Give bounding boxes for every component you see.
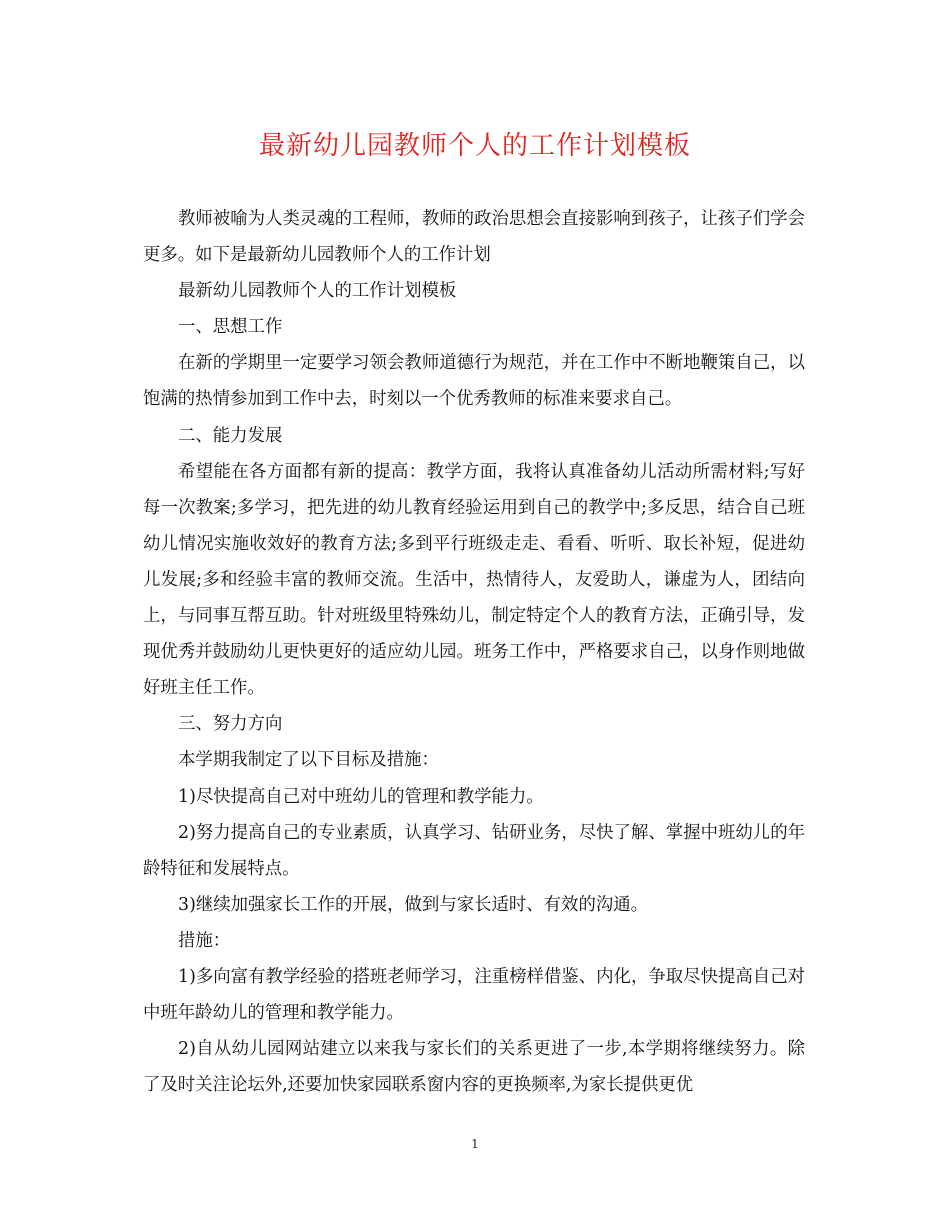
document-body xyxy=(143,201,805,1103)
measure-item-1: 1)多向富有教学经验的搭班老师学习，注重榜样借鉴、内化，争取尽快提高自己对中班年龄幼儿的管理和教学能力。 xyxy=(143,966,805,1024)
goal-item-1: 1)尽快提高自己对中班幼儿的管理和教学能力。 xyxy=(178,786,544,807)
section-heading-2: 二、能力发展 xyxy=(178,425,283,446)
section-2-paragraph: 希望能在各方面都有新的提高：教学方面，我将认真准备幼儿活动所需材料;写好每一次教案;多学习，把先进的幼儿教育经验运用到自己的教学中;多反思，结合自己班幼儿情况实施收效好的教育方法;多到平行班级走走、看看、听听、取长补短，促进幼儿发展;多和经验丰富的教师交流。生活中，热情待人，友爱助人，谦虚为人，团结向上，与同事互帮互助。针对班级里特殊幼儿，制定特定个人的教育方法，正确引导，发现优秀并鼓励幼儿更快更好的适应幼儿园。班务工作中，严格要求自己，以身作则地做好班主任工作。 xyxy=(143,461,805,699)
section-heading-3: 三、努力方向 xyxy=(178,714,283,735)
intro-paragraph: 教师被喻为人类灵魂的工程师，教师的政治思想会直接影响到孩子，让孩子们学会更多。如下是最新幼儿园教师个人的工作计划 xyxy=(143,209,805,266)
page-number: 1 xyxy=(471,1137,479,1151)
goal-item-3: 3)继续加强家长工作的开展，做到与家长适时、有效的沟通。 xyxy=(178,894,649,915)
goal-item-2: 2)努力提高自己的专业素质，认真学习、钻研业务，尽快了解、掌握中班幼儿的年龄特征和发展特点。 xyxy=(143,822,805,879)
measures-heading: 措施： xyxy=(178,930,231,951)
section-heading-1: 一、思想工作 xyxy=(178,317,283,338)
goals-intro-paragraph: 本学期我制定了以下目标及措施： xyxy=(178,750,439,771)
subtitle-paragraph: 最新幼儿园教师个人的工作计划模板 xyxy=(178,281,457,302)
measure-item-2: 2)自从幼儿园网站建立以来我与家长们的关系更进了一步,本学期将继续努力。除了及时关注论坛外,还要加快家园联系窗内容的更换频率,为家长提供更优 xyxy=(143,1039,805,1096)
section-1-paragraph: 在新的学期里一定要学习领会教师道德行为规范，并在工作中不断地鞭策自己，以饱满的热情参加到工作中去，时刻以一个优秀教师的标准来要求自己。 xyxy=(143,353,805,410)
document-title: 最新幼儿园教师个人的工作计划模板 xyxy=(258,131,691,161)
